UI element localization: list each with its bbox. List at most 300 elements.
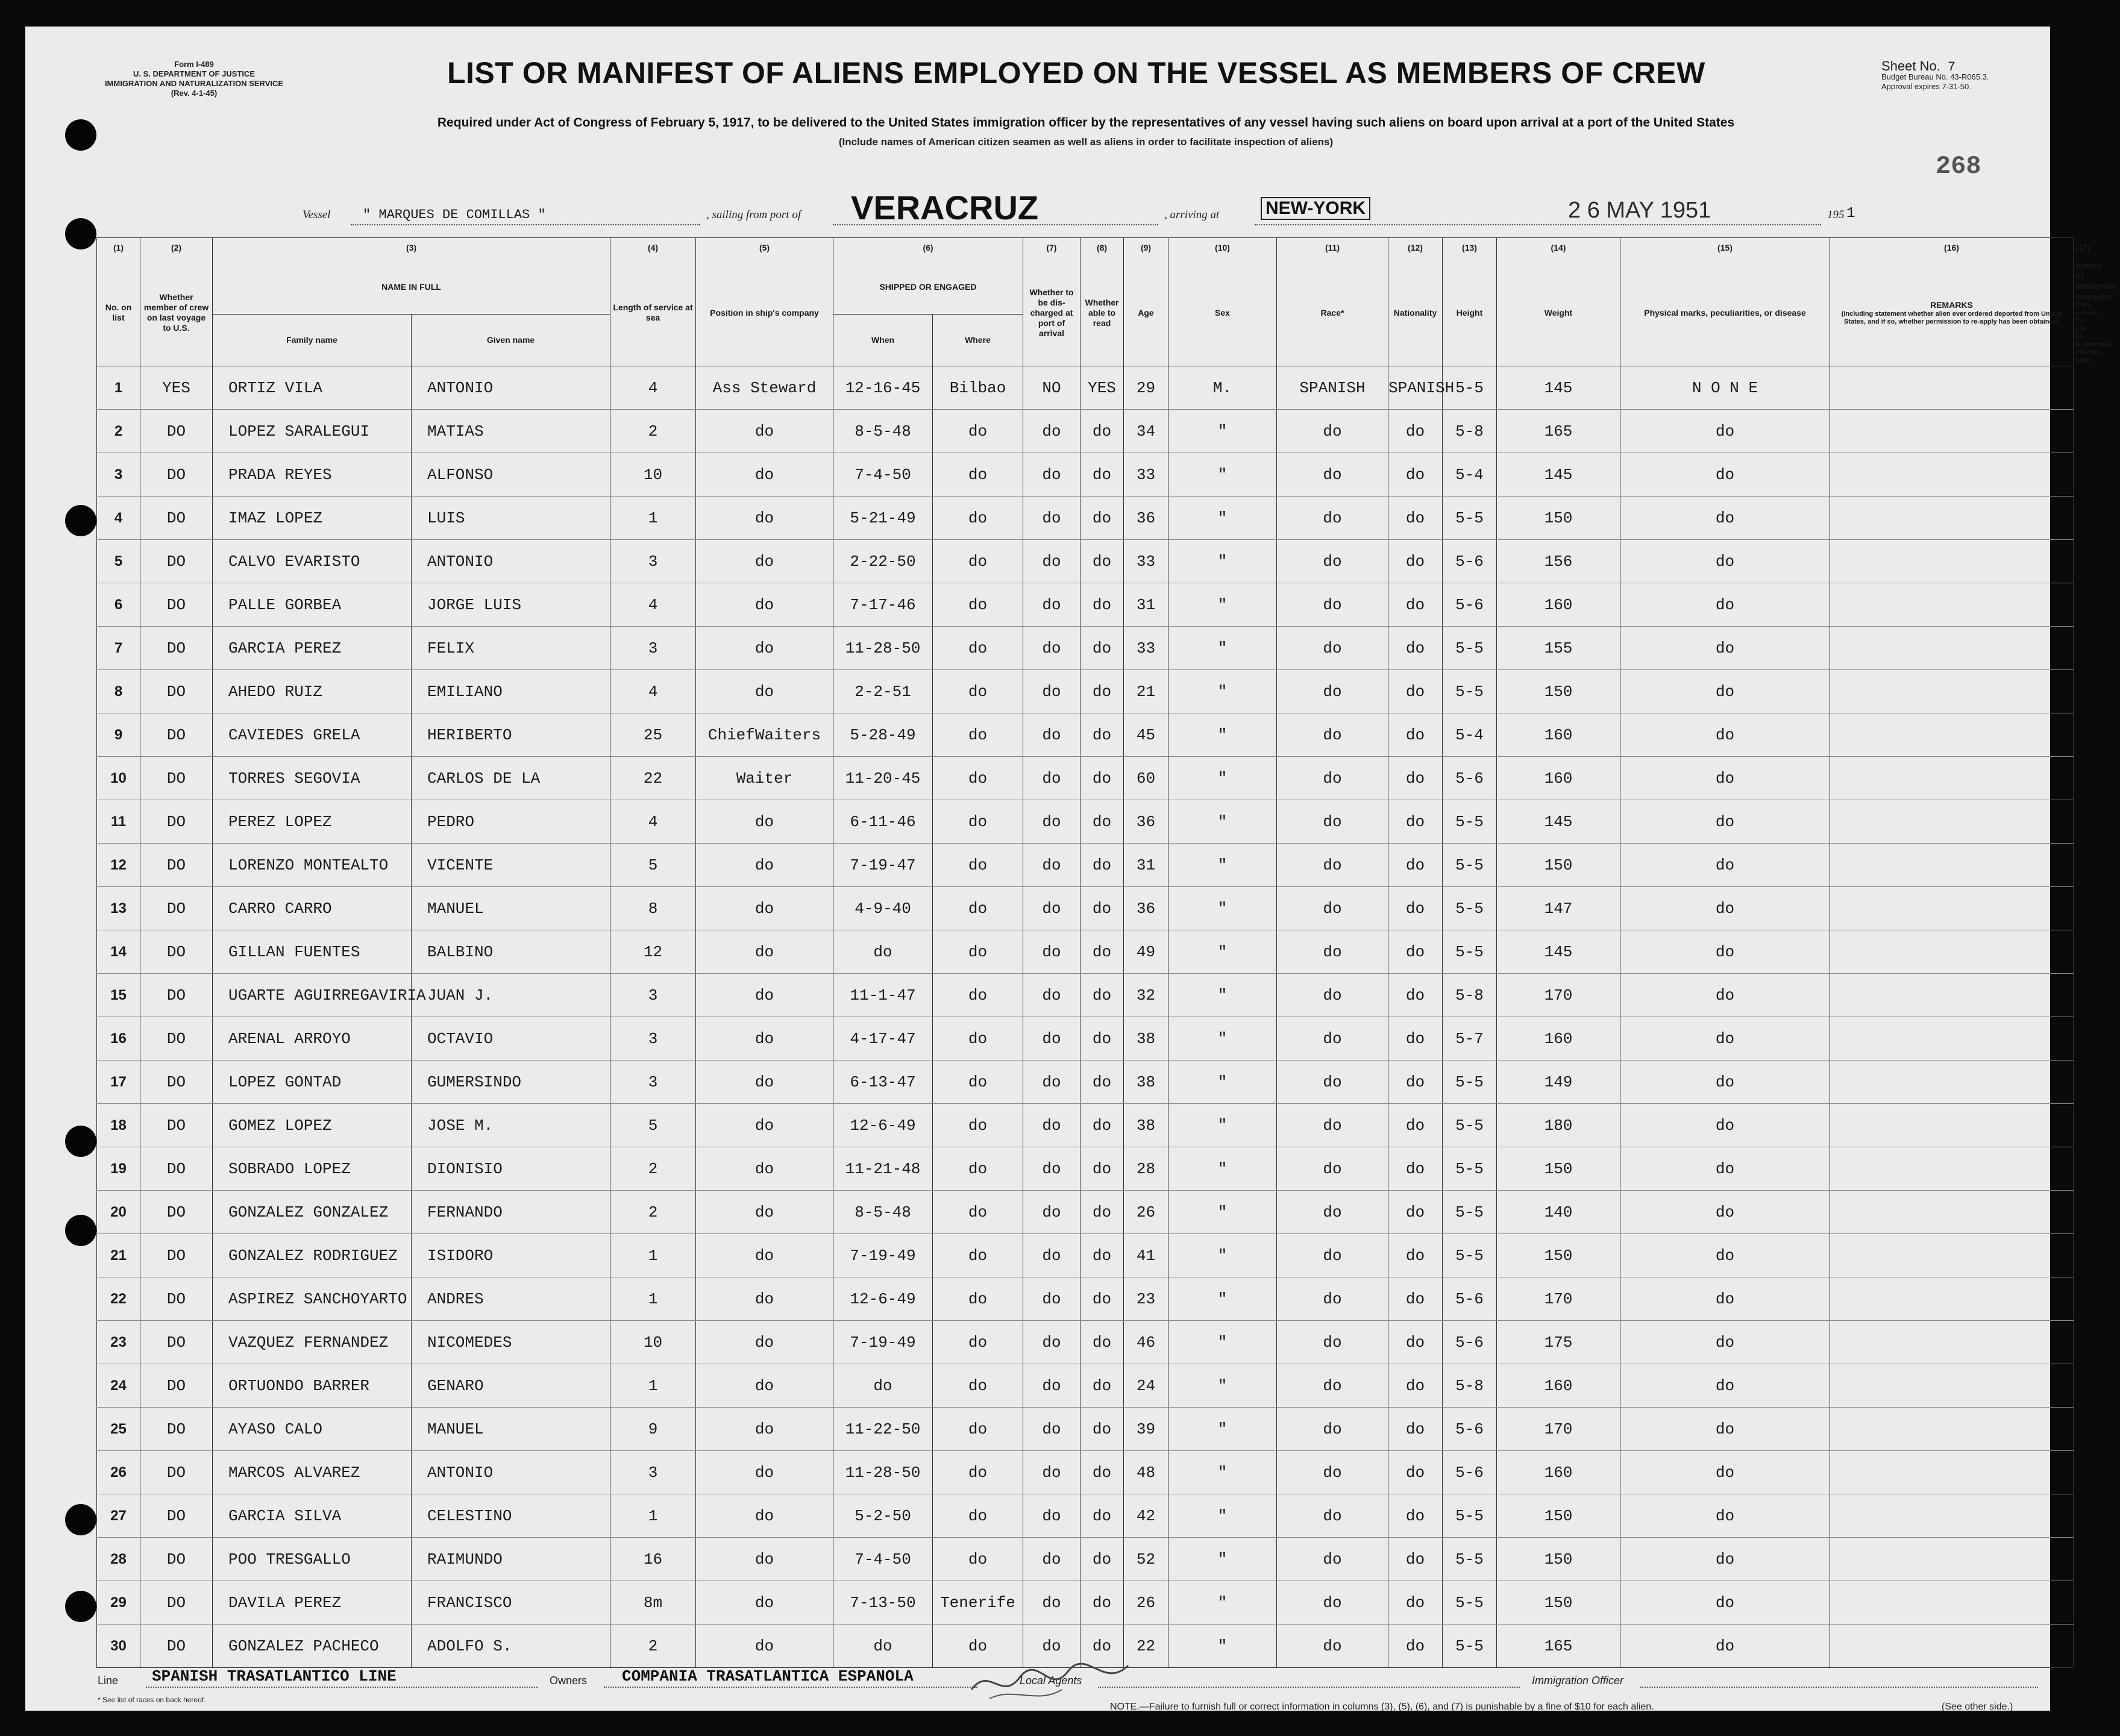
vessel-underline xyxy=(351,224,700,225)
cell-discharged: do xyxy=(1023,713,1080,757)
cell-length-of-service: 3 xyxy=(610,627,696,670)
cell-family-name: GONZALEZ RODRIGUEZ xyxy=(213,1234,412,1277)
cell-discharged: do xyxy=(1023,627,1080,670)
cell-ship-position: do xyxy=(696,1147,833,1191)
year-label: 195 xyxy=(1827,208,1845,221)
cell-discharged: do xyxy=(1023,1104,1080,1147)
cell-row-number: 5 xyxy=(97,540,140,583)
cell-nationality: do xyxy=(1388,1017,1443,1061)
cell-discharged: do xyxy=(1023,887,1080,930)
cell-length-of-service: 4 xyxy=(610,800,696,844)
cell-able-to-read: do xyxy=(1080,497,1124,540)
table-row xyxy=(97,887,2074,930)
cell-length-of-service: 3 xyxy=(610,1017,696,1061)
cell-height: 5-6 xyxy=(1443,540,1497,583)
cell-last-voyage: YES xyxy=(140,366,213,410)
cell-family-name: MARCOS ALVAREZ xyxy=(213,1451,412,1494)
cell-age: 48 xyxy=(1124,1451,1168,1494)
cell-race: do xyxy=(1277,1494,1388,1538)
cell-engaged-when: 11-22-50 xyxy=(833,1408,933,1451)
cell-remarks xyxy=(1830,1364,2074,1408)
cell-nationality: do xyxy=(1388,800,1443,844)
header-position: Position in ship's company xyxy=(696,260,833,366)
form-number: Form I-489 xyxy=(174,60,214,69)
cell-weight: 150 xyxy=(1497,670,1620,713)
cell-engaged-where: do xyxy=(933,497,1023,540)
cell-weight: 170 xyxy=(1497,1277,1620,1321)
cell-engaged-where: do xyxy=(933,583,1023,627)
cell-race: do xyxy=(1277,1017,1388,1061)
arriving-port: NEW-YORK xyxy=(1261,197,1370,220)
cell-family-name: POO TRESGALLO xyxy=(213,1538,412,1581)
cell-age: 33 xyxy=(1124,540,1168,583)
cell-engaged-where: do xyxy=(933,1364,1023,1408)
table-row xyxy=(97,540,2074,583)
cell-nationality: do xyxy=(1388,1234,1443,1277)
cell-sex: " xyxy=(1168,1581,1277,1625)
cell-engaged-where: do xyxy=(933,1104,1023,1147)
cell-length-of-service: 3 xyxy=(610,974,696,1017)
cell-weight: 165 xyxy=(1497,1625,1620,1668)
cell-age: 24 xyxy=(1124,1364,1168,1408)
cell-weight: 145 xyxy=(1497,366,1620,410)
cell-height: 5-5 xyxy=(1443,800,1497,844)
cell-sex: " xyxy=(1168,974,1277,1017)
cell-ship-position: do xyxy=(696,1581,833,1625)
table-row xyxy=(97,1494,2074,1538)
cell-sex: " xyxy=(1168,1147,1277,1191)
cell-ship-position: do xyxy=(696,1191,833,1234)
department-name: U. S. DEPARTMENT OF JUSTICE xyxy=(133,69,255,78)
cell-weight: 149 xyxy=(1497,1061,1620,1104)
cell-discharged: do xyxy=(1023,1234,1080,1277)
cell-engaged-when: 12-16-45 xyxy=(833,366,933,410)
cell-race: do xyxy=(1277,1321,1388,1364)
cell-discharged: do xyxy=(1023,1625,1080,1668)
col-num-5: (5) xyxy=(696,238,833,260)
cell-remarks xyxy=(1830,1581,2074,1625)
cell-nationality: do xyxy=(1388,627,1443,670)
cell-remarks xyxy=(1830,670,2074,713)
col-num-6: (6) xyxy=(833,238,1023,260)
cell-remarks xyxy=(1830,627,2074,670)
header-height: Height xyxy=(1443,260,1497,366)
cell-engaged-when: 7-19-49 xyxy=(833,1234,933,1277)
cell-physical-marks: do xyxy=(1620,1321,1830,1364)
agent-signature xyxy=(965,1653,1134,1708)
col-num-2: (2) xyxy=(140,238,213,260)
cell-race: do xyxy=(1277,1104,1388,1147)
cell-family-name: VAZQUEZ FERNANDEZ xyxy=(213,1321,412,1364)
cell-height: 5-5 xyxy=(1443,1104,1497,1147)
col-num-16: (16) xyxy=(1830,238,2074,260)
cell-row-number: 9 xyxy=(97,713,140,757)
table-row xyxy=(97,974,2074,1017)
table-row xyxy=(97,1581,2074,1625)
cell-discharged: do xyxy=(1023,540,1080,583)
cell-ship-position: do xyxy=(696,1104,833,1147)
cell-race: do xyxy=(1277,930,1388,974)
cell-age: 33 xyxy=(1124,627,1168,670)
cell-engaged-when: 4-9-40 xyxy=(833,887,933,930)
cell-weight: 156 xyxy=(1497,540,1620,583)
cell-race: do xyxy=(1277,887,1388,930)
cell-age: 38 xyxy=(1124,1104,1168,1147)
cell-remarks xyxy=(1830,1451,2074,1494)
cell-discharged: do xyxy=(1023,1581,1080,1625)
cell-remarks xyxy=(1830,1277,2074,1321)
table-row xyxy=(97,583,2074,627)
cell-length-of-service: 3 xyxy=(610,1451,696,1494)
cell-height: 5-5 xyxy=(1443,1061,1497,1104)
table-row xyxy=(97,410,2074,453)
cell-sex: " xyxy=(1168,844,1277,887)
cell-discharged: do xyxy=(1023,497,1080,540)
cell-given-name: PEDRO xyxy=(412,800,610,844)
cell-remarks xyxy=(1830,1017,2074,1061)
cell-height: 5-7 xyxy=(1443,1017,1497,1061)
header-age: Age xyxy=(1124,260,1168,366)
cell-sex: " xyxy=(1168,1017,1277,1061)
cell-length-of-service: 2 xyxy=(610,1625,696,1668)
cell-last-voyage: DO xyxy=(140,1494,213,1538)
cell-remarks xyxy=(1830,757,2074,800)
owners-underline xyxy=(604,1687,977,1688)
cell-height: 5-5 xyxy=(1443,1538,1497,1581)
col-num-1: (1) xyxy=(97,238,140,260)
cell-race: do xyxy=(1277,1061,1388,1104)
cell-length-of-service: 1 xyxy=(610,1494,696,1538)
binder-hole xyxy=(65,218,96,249)
cell-ship-position: do xyxy=(696,1408,833,1451)
cell-discharged: do xyxy=(1023,1408,1080,1451)
cell-age: 21 xyxy=(1124,670,1168,713)
cell-able-to-read: do xyxy=(1080,1408,1124,1451)
header-sex: Sex xyxy=(1168,260,1277,366)
cell-ship-position: do xyxy=(696,583,833,627)
cell-nationality: do xyxy=(1388,1451,1443,1494)
approval-expiry: Approval expires 7-31-50. xyxy=(1881,82,1971,91)
cell-physical-marks: do xyxy=(1620,410,1830,453)
header-race: Race* xyxy=(1277,260,1388,366)
cell-able-to-read: do xyxy=(1080,1061,1124,1104)
cell-length-of-service: 1 xyxy=(610,1277,696,1321)
cell-age: 36 xyxy=(1124,887,1168,930)
cell-weight: 147 xyxy=(1497,887,1620,930)
header-family-name: Family name xyxy=(213,315,412,366)
cell-row-number: 17 xyxy=(97,1061,140,1104)
cell-physical-marks: do xyxy=(1620,1017,1830,1061)
cell-remarks xyxy=(1830,540,2074,583)
cell-family-name: GARCIA PEREZ xyxy=(213,627,412,670)
cell-engaged-where: do xyxy=(933,757,1023,800)
cell-engaged-when: 2-22-50 xyxy=(833,540,933,583)
col-num-15: (15) xyxy=(1620,238,1830,260)
cell-engaged-where: do xyxy=(933,453,1023,497)
immigration-officer-label: Immigration Officer xyxy=(1532,1675,1624,1687)
local-agents-label: Local Agents xyxy=(1020,1675,1082,1687)
cell-length-of-service: 8 xyxy=(610,887,696,930)
cell-given-name: JUAN J. xyxy=(412,974,610,1017)
cell-remarks xyxy=(1830,974,2074,1017)
cell-length-of-service: 1 xyxy=(610,1364,696,1408)
cell-physical-marks: do xyxy=(1620,757,1830,800)
cell-row-number: 2 xyxy=(97,410,140,453)
cell-family-name: ORTIZ VILA xyxy=(213,366,412,410)
cell-physical-marks: do xyxy=(1620,1147,1830,1191)
cell-able-to-read: do xyxy=(1080,1234,1124,1277)
cell-discharged: do xyxy=(1023,757,1080,800)
col-num-11: (11) xyxy=(1277,238,1388,260)
cell-height: 5-6 xyxy=(1443,1321,1497,1364)
cell-length-of-service: 25 xyxy=(610,713,696,757)
cell-able-to-read: do xyxy=(1080,930,1124,974)
owners-label: Owners xyxy=(550,1675,588,1687)
cell-engaged-where: do xyxy=(933,1408,1023,1451)
cell-race: do xyxy=(1277,497,1388,540)
cell-row-number: 10 xyxy=(97,757,140,800)
cell-family-name: UGARTE AGUIRREGAVIRIA xyxy=(213,974,412,1017)
cell-height: 5-4 xyxy=(1443,713,1497,757)
cell-family-name: PRADA REYES xyxy=(213,453,412,497)
cell-able-to-read: do xyxy=(1080,1581,1124,1625)
cell-ship-position: do xyxy=(696,800,833,844)
cell-age: 23 xyxy=(1124,1277,1168,1321)
cell-race: do xyxy=(1277,1538,1388,1581)
cell-remarks xyxy=(1830,844,2074,887)
cell-engaged-where: do xyxy=(933,410,1023,453)
cell-family-name: AHEDO RUIZ xyxy=(213,670,412,713)
cell-last-voyage: DO xyxy=(140,757,213,800)
cell-row-number: 21 xyxy=(97,1234,140,1277)
header-discharged: Whether to be dis-charged at port of arrival xyxy=(1023,260,1080,366)
cell-engaged-where: do xyxy=(933,844,1023,887)
cell-height: 5-5 xyxy=(1443,844,1497,887)
cell-nationality: do xyxy=(1388,1581,1443,1625)
cell-row-number: 30 xyxy=(97,1625,140,1668)
cell-nationality: do xyxy=(1388,540,1443,583)
cell-engaged-when: 11-21-48 xyxy=(833,1147,933,1191)
cell-given-name: RAIMUNDO xyxy=(412,1538,610,1581)
cell-weight: 175 xyxy=(1497,1321,1620,1364)
cell-given-name: CARLOS DE LA xyxy=(412,757,610,800)
cell-given-name: FELIX xyxy=(412,627,610,670)
cell-able-to-read: do xyxy=(1080,410,1124,453)
cell-length-of-service: 12 xyxy=(610,930,696,974)
table-row xyxy=(97,1408,2074,1451)
cell-given-name: ALFONSO xyxy=(412,453,610,497)
cell-height: 5-5 xyxy=(1443,497,1497,540)
cell-age: 32 xyxy=(1124,974,1168,1017)
cell-discharged: do xyxy=(1023,1451,1080,1494)
cell-given-name: OCTAVIO xyxy=(412,1017,610,1061)
cell-physical-marks: do xyxy=(1620,800,1830,844)
cell-physical-marks: do xyxy=(1620,540,1830,583)
cell-ship-position: do xyxy=(696,1451,833,1494)
cell-last-voyage: DO xyxy=(140,1408,213,1451)
cell-age: 41 xyxy=(1124,1234,1168,1277)
cell-last-voyage: DO xyxy=(140,1451,213,1494)
cell-nationality: do xyxy=(1388,1061,1443,1104)
cell-remarks xyxy=(1830,1234,2074,1277)
crew-manifest-table: (1) (2) (3) (4) (5) (6) (7) (8) (9) (10) (11) (12) (13) (14) (15) (16) (17) No. on list Whether member of crew on last voyage to U.S. NAME IN FULL Length of service at sea Position in ship's company SHIPPED OR ENGAGED Whether to be dis-charged at port of arrival Whether able to read Age Sex Race* Nationality Height Weight Physical marks, peculiarities, or disease REMARKS (Including statement whether alien ever ordered deported from United States, and if so, whether permission to re-apply has been obtained) Action of Immigrant Inspector (This column for use of Government officials only) Family name Given name When Where 1 YES ORTIZ VILA ANTONIO 4 Ass Steward 12-16-45 Bilbao NO YES 29 M. SPANISH SPANISH 5-5 145 N O N E 2 DO LOPEZ SARALEGUI MATIAS 2 do 8-5-48 do do do 34 " do do 5-8 165 do 3 DO PRADA REYES ALFONSO 10 do 7-4-50 do do do 33 " do do 5-4 145 do 4 DO IMAZ LOPEZ LUIS 1 do 5-21-49 do do do 36 " do do 5-5 150 do 5 DO CALVO EVARISTO ANTONIO 3 do 2-22-50 do do do 33 " do do 5-6 156 do 6 DO PALLE GORBEA JORGE LUIS 4 do 7-17-46 do do do 31 " do do 5-6 160 do 7 DO GARCIA PEREZ FELIX 3 do 11-28-50 do do do 33 " do do 5-5 155 do 8 DO AHEDO RUIZ EMILIANO 4 do 2-2-51 do do do 21 " do do 5-5 150 do 9 DO CAVIEDES GRELA HERIBERTO 25 ChiefWaiters 5-28-49 do do do 45 " do do 5-4 160 do 10 DO TORRES SEGOVIA CARLOS DE LA 22 Waiter 11-20-45 do do do 60 " do do 5-6 160 do 11 DO PEREZ LOPEZ PEDRO 4 do 6-11-46 do do do 36 " do do 5-5 145 do 12 DO LORENZO MONTEALTO VICENTE 5 do 7-19-47 do do do 31 " do do 5-5 150 do 13 DO CARRO CARRO MANUEL 8 do 4-9-40 do do do 36 " do do 5-5 147 do 14 DO GILLAN FUENTES BALBINO 12 do do do do do 49 " do do 5-5 145 do 15 DO UGARTE AGUIRREGAVIRIA JUAN J. 3 do 11-1-47 do do do 32 " do do 5-8 170 do 16 DO ARENAL ARROYO OCTAVIO 3 do 4-17-47 do do do 38 " do do 5-7 160 do 17 DO LOPEZ GONTAD GUMERSINDO 3 do 6-13-47 do do do 38 " do do 5-5 149 do 18 DO GOMEZ LOPEZ JOSE M. 5 do 12-6-49 do do do 38 " do do 5-5 180 do 19 DO SOBRADO LOPEZ DIONISIO 2 do 11-21-48 do do do 28 " do do 5-5 150 do 20 DO GONZALEZ GONZALEZ FERNANDO 2 do 8-5-48 do do do 26 " do do 5-5 140 do 21 DO GONZALEZ RODRIGUEZ ISIDORO 1 do 7-19-49 do do do 41 " do do 5-5 150 do 22 DO ASPIREZ SANCHOYARTO ANDRES 1 do 12-6-49 do do do 23 " do do 5-6 170 do 23 DO VAZQUEZ FERNANDEZ NICOMEDES 10 do 7-19-49 do do do 46 " do do 5-6 175 do 24 DO ORTUONDO BARRER GENARO 1 do do do do do 24 " do do 5-8 160 do 25 DO AYASO CALO MANUEL 9 do 11-22-50 do do do 39 " do do 5-6 170 do 26 DO MARCOS ALVAREZ ANTONIO 3 do 11-28-50 do do do 48 " do do 5-6 160 do 27 DO GARCIA SILVA CELESTINO 1 do 5-2-50 do do do 42 " do do 5-5 150 do 28 DO POO TRESGALLO RAIMUNDO 16 do 7-4-50 do do do 52 " do do 5-5 150 do 29 DO DAVILA PEREZ FRANCISCO 8m do 7-13-50 Tenerife do do 26 " do do 5-5 150 do 30 DO GONZALEZ PACHECO ADOLFO S. 2 do do do do do 22 " do do 5-5 165 do xyxy=(96,237,2074,1668)
cell-nationality: do xyxy=(1388,757,1443,800)
cell-nationality: do xyxy=(1388,1321,1443,1364)
cell-sex: " xyxy=(1168,1408,1277,1451)
cell-last-voyage: DO xyxy=(140,800,213,844)
col-num-10: (10) xyxy=(1168,238,1277,260)
cell-physical-marks: do xyxy=(1620,1408,1830,1451)
cell-able-to-read: do xyxy=(1080,453,1124,497)
cell-length-of-service: 5 xyxy=(610,844,696,887)
cell-last-voyage: DO xyxy=(140,1321,213,1364)
cell-ship-position: do xyxy=(696,1234,833,1277)
cell-sex: " xyxy=(1168,1625,1277,1668)
owners-value: COMPANIA TRASATLANTICA ESPANOLA xyxy=(622,1667,914,1685)
table-row xyxy=(97,1061,2074,1104)
cell-last-voyage: DO xyxy=(140,1147,213,1191)
cell-row-number: 19 xyxy=(97,1147,140,1191)
cell-weight: 140 xyxy=(1497,1191,1620,1234)
cell-engaged-when: 7-13-50 xyxy=(833,1581,933,1625)
cell-race: do xyxy=(1277,1277,1388,1321)
cell-height: 5-8 xyxy=(1443,410,1497,453)
cell-weight: 170 xyxy=(1497,1408,1620,1451)
cell-physical-marks: do xyxy=(1620,627,1830,670)
table-row xyxy=(97,713,2074,757)
cell-family-name: LOPEZ GONTAD xyxy=(213,1061,412,1104)
cell-length-of-service: 9 xyxy=(610,1408,696,1451)
cell-last-voyage: DO xyxy=(140,974,213,1017)
cell-age: 26 xyxy=(1124,1191,1168,1234)
cell-engaged-where: Bilbao xyxy=(933,366,1023,410)
cell-weight: 160 xyxy=(1497,1451,1620,1494)
cell-engaged-where: do xyxy=(933,1494,1023,1538)
cell-given-name: ANTONIO xyxy=(412,540,610,583)
cell-family-name: PEREZ LOPEZ xyxy=(213,800,412,844)
cell-engaged-where: do xyxy=(933,540,1023,583)
cell-weight: 145 xyxy=(1497,800,1620,844)
header-able-read: Whether able to read xyxy=(1080,260,1124,366)
cell-height: 5-6 xyxy=(1443,1408,1497,1451)
cell-family-name: IMAZ LOPEZ xyxy=(213,497,412,540)
cell-height: 5-6 xyxy=(1443,1451,1497,1494)
header-member-last-voyage: Whether member of crew on last voyage to U.S. xyxy=(140,260,213,366)
cell-age: 26 xyxy=(1124,1581,1168,1625)
col-num-13: (13) xyxy=(1443,238,1497,260)
cell-engaged-when: 7-4-50 xyxy=(833,453,933,497)
cell-race: do xyxy=(1277,1364,1388,1408)
cell-remarks xyxy=(1830,410,2074,453)
cell-height: 5-6 xyxy=(1443,1277,1497,1321)
cell-race: do xyxy=(1277,974,1388,1017)
cell-discharged: do xyxy=(1023,844,1080,887)
manifest-sheet xyxy=(25,27,2116,1712)
cell-age: 36 xyxy=(1124,800,1168,844)
cell-weight: 160 xyxy=(1497,1364,1620,1408)
cell-last-voyage: DO xyxy=(140,1061,213,1104)
cell-given-name: DIONISIO xyxy=(412,1147,610,1191)
cell-discharged: do xyxy=(1023,1017,1080,1061)
table-row xyxy=(97,1451,2074,1494)
cell-weight: 160 xyxy=(1497,583,1620,627)
cell-last-voyage: DO xyxy=(140,1234,213,1277)
agents-underline xyxy=(1098,1687,1520,1688)
table-row xyxy=(97,930,2074,974)
cell-sex: " xyxy=(1168,497,1277,540)
cell-race: do xyxy=(1277,1581,1388,1625)
cell-height: 5-5 xyxy=(1443,930,1497,974)
cell-able-to-read: do xyxy=(1080,844,1124,887)
cell-able-to-read: do xyxy=(1080,1321,1124,1364)
cell-age: 38 xyxy=(1124,1061,1168,1104)
cell-row-number: 25 xyxy=(97,1408,140,1451)
cell-row-number: 27 xyxy=(97,1494,140,1538)
cell-row-number: 29 xyxy=(97,1581,140,1625)
cell-engaged-where: do xyxy=(933,1017,1023,1061)
cell-physical-marks: do xyxy=(1620,670,1830,713)
cell-row-number: 20 xyxy=(97,1191,140,1234)
cell-able-to-read: do xyxy=(1080,583,1124,627)
cell-nationality: do xyxy=(1388,583,1443,627)
cell-last-voyage: DO xyxy=(140,844,213,887)
header-when: When xyxy=(833,315,933,366)
cell-length-of-service: 1 xyxy=(610,497,696,540)
cell-nationality: do xyxy=(1388,497,1443,540)
cell-length-of-service: 16 xyxy=(610,1538,696,1581)
cell-nationality: do xyxy=(1388,453,1443,497)
cell-remarks xyxy=(1830,930,2074,974)
cell-ship-position: do xyxy=(696,1321,833,1364)
table-row xyxy=(97,844,2074,887)
cell-sex: " xyxy=(1168,670,1277,713)
officer-underline xyxy=(1640,1687,2038,1688)
cell-engaged-where: do xyxy=(933,930,1023,974)
cell-nationality: do xyxy=(1388,887,1443,930)
cell-remarks xyxy=(1830,366,2074,410)
cell-remarks xyxy=(1830,1104,2074,1147)
cell-length-of-service: 2 xyxy=(610,1147,696,1191)
cell-family-name: CARRO CARRO xyxy=(213,887,412,930)
cell-ship-position: do xyxy=(696,1494,833,1538)
cell-ship-position: do xyxy=(696,887,833,930)
header-name-in-full: NAME IN FULL xyxy=(213,260,610,315)
cell-weight: 150 xyxy=(1497,1234,1620,1277)
line-label: Line xyxy=(98,1675,119,1687)
cell-physical-marks: do xyxy=(1620,583,1830,627)
cell-engaged-when: 2-2-51 xyxy=(833,670,933,713)
cell-given-name: BALBINO xyxy=(412,930,610,974)
cell-ship-position: do xyxy=(696,1625,833,1668)
cell-length-of-service: 22 xyxy=(610,757,696,800)
sheet-number-label: Sheet No. xyxy=(1881,58,1940,74)
cell-able-to-read: YES xyxy=(1080,366,1124,410)
cell-sex: " xyxy=(1168,410,1277,453)
cell-nationality: do xyxy=(1388,713,1443,757)
cell-row-number: 3 xyxy=(97,453,140,497)
cell-weight: 165 xyxy=(1497,410,1620,453)
cell-engaged-when: 5-21-49 xyxy=(833,497,933,540)
cell-last-voyage: DO xyxy=(140,1364,213,1408)
table-row xyxy=(97,800,2074,844)
cell-nationality: do xyxy=(1388,930,1443,974)
cell-race: do xyxy=(1277,627,1388,670)
cell-engaged-when: 7-19-47 xyxy=(833,844,933,887)
table-row xyxy=(97,1104,2074,1147)
cell-engaged-when: 7-19-49 xyxy=(833,1321,933,1364)
cell-remarks xyxy=(1830,887,2074,930)
cell-given-name: ANTONIO xyxy=(412,1451,610,1494)
